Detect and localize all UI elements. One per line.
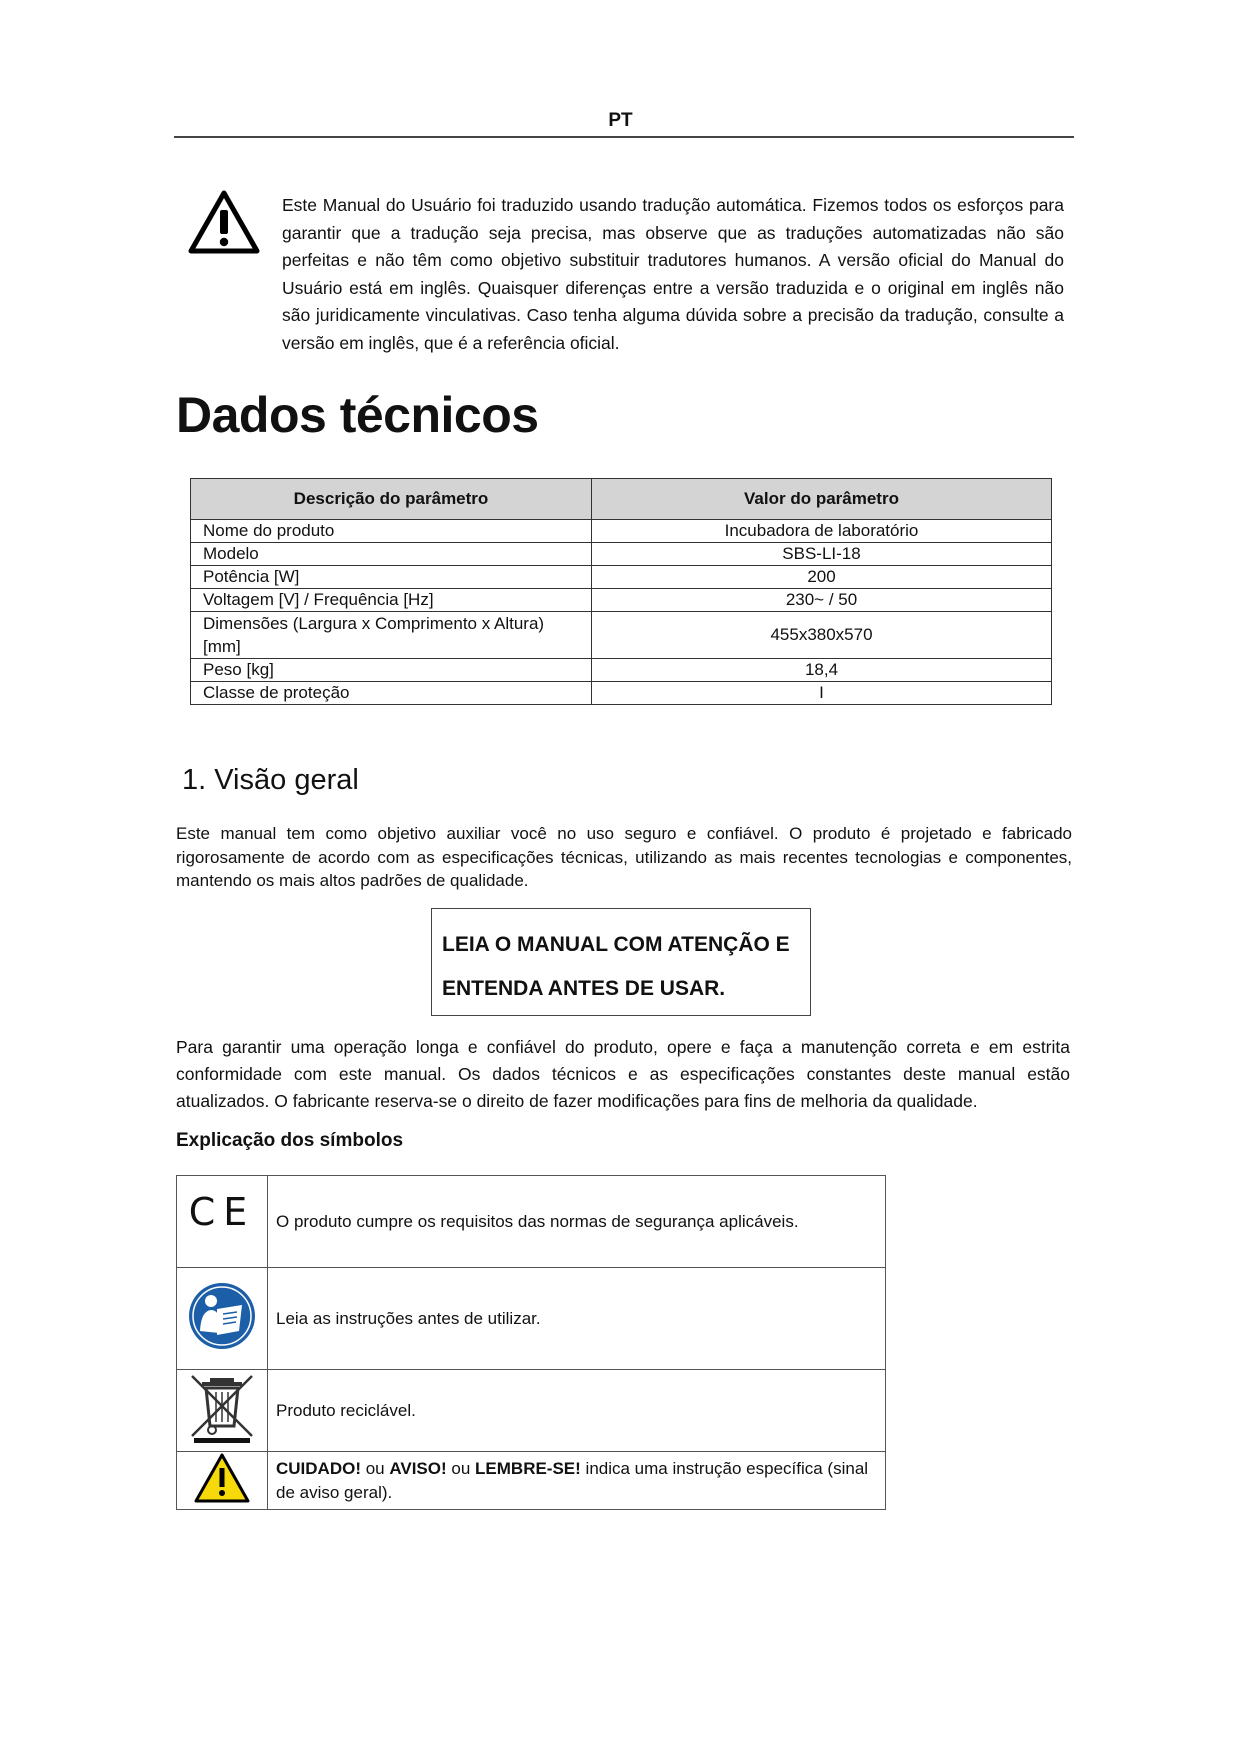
symbol-cell bbox=[177, 1268, 268, 1370]
table-row bbox=[191, 612, 1052, 659]
table-row bbox=[191, 659, 1052, 682]
section-heading-overview: 1. Visão geral bbox=[182, 764, 359, 796]
table-row bbox=[191, 543, 1052, 566]
conjunction-text: ou bbox=[446, 1458, 476, 1478]
remember-label: LEMBRE-SE! bbox=[475, 1458, 581, 1478]
symbol-description: O produto cumpre os requisitos das normas de segurança aplicáveis. bbox=[268, 1176, 886, 1268]
table-header-row bbox=[191, 479, 1052, 520]
table-row bbox=[191, 682, 1052, 705]
table-row bbox=[191, 589, 1052, 612]
param-value: 200 bbox=[592, 566, 1052, 589]
table-row bbox=[177, 1452, 886, 1510]
read-manual-notice bbox=[431, 908, 811, 1016]
warning-description: indica uma instrução específica (sinal de aviso geral). bbox=[276, 1458, 869, 1502]
operation-paragraph: Para garantir uma operação longa e confiável do produto, opere e faça a manutenção correta e em estrita conformidade com este manual. Os dados técnicos e as especificações constantes deste manual estão atualizados. O fabricante reserva-se o direito de fazer modificações para fins de melhoria da qualidade. bbox=[176, 1037, 1070, 1111]
overview-paragraph: Este manual tem como objetivo auxiliar você no uso seguro e confiável. O produto é projetado e fabricado rigorosamente de acordo com as especificações técnicas, utilizando as mais recentes tecnologias e componentes, mantendo os mais altos padrões de qualidade. bbox=[176, 824, 1072, 890]
warning-label: AVISO! bbox=[389, 1458, 447, 1478]
page-title: Dados técnicos bbox=[176, 387, 539, 443]
table-row bbox=[177, 1268, 886, 1370]
recycle-bin-crossed-icon bbox=[186, 1372, 258, 1444]
caution-label: CUIDADO! bbox=[276, 1458, 361, 1478]
param-value: SBS-LI-18 bbox=[592, 543, 1052, 566]
param-name: Peso [kg] bbox=[191, 659, 592, 682]
param-value: 18,4 bbox=[592, 659, 1052, 682]
param-name: Nome do produto bbox=[191, 520, 592, 543]
param-value: 455x380x570 bbox=[592, 612, 1052, 659]
param-value: 230~ / 50 bbox=[592, 589, 1052, 612]
symbol-description: Leia as instruções antes de utilizar. bbox=[268, 1268, 886, 1370]
symbol-cell bbox=[177, 1370, 268, 1452]
param-name: Voltagem [V] / Frequência [Hz] bbox=[191, 589, 592, 612]
column-header-description: Descrição do parâmetro bbox=[191, 479, 592, 520]
table-row bbox=[177, 1176, 886, 1268]
param-name: Dimensões (Largura x Comprimento x Altura) [mm] bbox=[191, 612, 592, 659]
table-row bbox=[191, 520, 1052, 543]
param-name: Classe de proteção bbox=[191, 682, 592, 705]
notice-line: LEIA O MANUAL COM ATENÇÃO E bbox=[442, 933, 790, 956]
header-divider bbox=[174, 136, 1074, 138]
param-value: Incubadora de laboratório bbox=[592, 520, 1052, 543]
table-row bbox=[177, 1370, 886, 1452]
symbols-table bbox=[176, 1175, 886, 1510]
header-language-code: PT bbox=[608, 110, 633, 131]
table-row bbox=[191, 566, 1052, 589]
symbols-heading: Explicação dos símbolos bbox=[176, 1130, 404, 1151]
param-name: Modelo bbox=[191, 543, 592, 566]
symbol-description: Produto reciclável. bbox=[268, 1370, 886, 1452]
symbol-cell bbox=[177, 1452, 268, 1510]
ce-mark-icon: CE bbox=[188, 1189, 256, 1234]
read-manual-icon bbox=[187, 1281, 257, 1351]
translation-disclaimer: Este Manual do Usuário foi traduzido usando tradução automática. Fizemos todos os esforços para garantir que a tradução seja precisa, mas observe que as traduções automatizadas não são perfeitas e não têm como objetivo substituir tradutores humanos. A versão oficial do Manual do Usuário está em inglês. Quaisquer diferenças entre a versão traduzida e o original em inglês não são juridicamente vinculativas. Caso tenha alguma dúvida sobre a precisão da tradução, consulte a versão em inglês, que é a referência oficial. bbox=[282, 195, 1064, 353]
column-header-value: Valor do parâmetro bbox=[592, 479, 1052, 520]
general-warning-icon bbox=[193, 1452, 251, 1504]
technical-data-table bbox=[190, 478, 1052, 705]
param-name: Potência [W] bbox=[191, 566, 592, 589]
warning-triangle-icon bbox=[188, 190, 260, 254]
notice-line: ENTENDA ANTES DE USAR. bbox=[442, 977, 726, 1000]
symbol-description bbox=[268, 1452, 886, 1510]
param-value: I bbox=[592, 682, 1052, 705]
conjunction-text: ou bbox=[361, 1458, 390, 1478]
symbol-cell bbox=[177, 1176, 268, 1268]
